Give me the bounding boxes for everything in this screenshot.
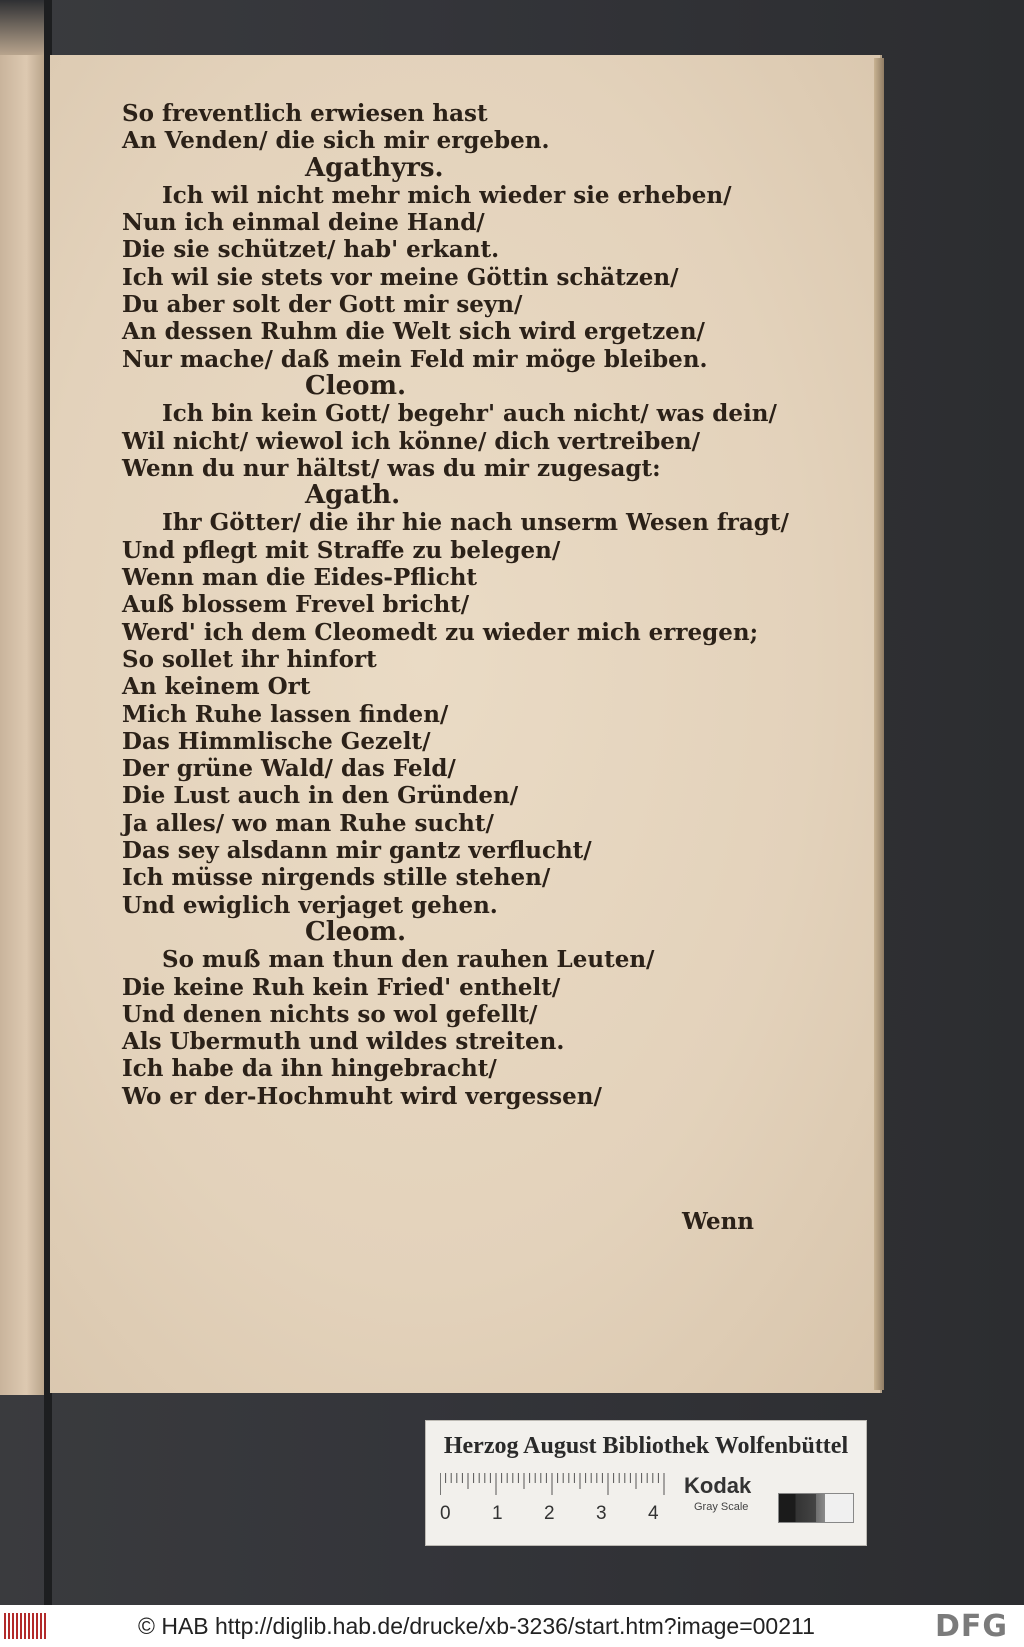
verse-line: An keinem Ort: [122, 673, 311, 701]
ruler-number: 0: [440, 1503, 451, 1524]
speaker-name: Cleom.: [305, 916, 407, 947]
verse-line: Die Lust auch in den Gründen/: [122, 782, 519, 810]
verse-line: An Venden/ die sich mir ergeben.: [122, 127, 550, 155]
verse-line: Ja alles/ wo man Ruhe sucht/: [122, 809, 494, 837]
verse-line: So freventlich erwiesen hast: [122, 100, 488, 127]
ruler-number: 4: [648, 1503, 659, 1524]
ruler-numbers: [440, 1503, 680, 1527]
gray-scale-label: Gray Scale: [694, 1501, 749, 1513]
page-text: [122, 100, 789, 1110]
verse-line: Der grüne Wald/ das Feld/: [122, 755, 456, 783]
ruler-ticks: [440, 1473, 672, 1495]
verse-line: Ich müsse nirgends stille stehen/: [122, 864, 551, 892]
ruler-number: 3: [596, 1503, 607, 1524]
ruler-number: 2: [544, 1503, 555, 1524]
verse-line: An dessen Ruhm die Welt sich wird ergetzen/: [122, 318, 705, 346]
speaker-name: Cleom.: [305, 370, 407, 401]
verse-line: So muß man thun den rauhen Leuten/: [162, 946, 655, 974]
ruler-number: 1: [492, 1503, 503, 1524]
verse-line: Wo er der-Hochmuht wird vergessen/: [122, 1082, 602, 1110]
page-edge-right: [874, 58, 884, 1390]
left-page-edge: [0, 55, 46, 1395]
verse-line: Und denen nichts so wol gefellt/: [122, 1000, 538, 1028]
kodak-logo: Kodak: [684, 1473, 752, 1498]
catchword: Wenn: [682, 1208, 755, 1235]
verse-line: Nur mache/ daß mein Feld mir möge bleiben.: [122, 345, 708, 373]
footer-link[interactable]: © HAB http://diglib.hab.de/drucke/xb-3236/start.htm?image=00211: [138, 1613, 815, 1639]
verse-line: Das Himmlische Gezelt/: [122, 727, 431, 755]
verse-line: Wil nicht/ wiewol ich könne/ dich vertreiben/: [122, 427, 701, 455]
verse-line: Ich wil sie stets vor meine Göttin schätzen/: [122, 263, 679, 291]
verse-line: Ich wil nicht mehr mich wieder sie erheben/: [162, 181, 732, 209]
verse-line: Auß blossem Frevel bricht/: [122, 591, 470, 619]
verse-line: Werd' ich dem Cleomedt zu wieder mich erregen;: [122, 618, 759, 646]
verse-line: Die sie schützet/ hab' erkant.: [122, 236, 500, 264]
verse-line: Als Ubermuth und wildes streiten.: [122, 1028, 565, 1056]
verse-line: Ihr Götter/ die ihr hie nach unserm Wesen fragt/: [162, 509, 789, 537]
speaker-name: Agathyrs.: [305, 152, 444, 183]
verse-line: Ich bin kein Gott/ begehr' auch nicht/ was dein/: [162, 400, 777, 428]
verse-line: Das sey alsdann mir gantz verflucht/: [122, 837, 592, 865]
card-title: Herzog August Bibliothek Wolfenbüttel: [443, 1433, 849, 1459]
verse-line: Die keine Ruh kein Fried' enthelt/: [122, 973, 561, 1001]
verse-line: Du aber solt der Gott mir seyn/: [122, 291, 523, 319]
verse-line: Mich Ruhe lassen finden/: [122, 700, 449, 728]
verse-line: Ich habe da ihn hingebracht/: [122, 1055, 497, 1083]
speaker-name: Agath.: [305, 480, 401, 511]
verse-line: So sollet ihr hinfort: [122, 645, 377, 673]
verse-line: Wenn du nur hältst/ was du mir zugesagt:: [122, 454, 661, 482]
hab-logo-icon: [4, 1613, 48, 1639]
dfg-logo: DFG: [935, 1609, 1009, 1644]
verse-line: Und ewiglich verjaget gehen.: [122, 891, 498, 919]
color-calibration-card: [425, 1420, 867, 1546]
footer-bar: [0, 1605, 1024, 1647]
verse-line: Und pflegt mit Straffe zu belegen/: [122, 536, 561, 564]
gray-scale-patches: [778, 1493, 854, 1523]
verse-line: Wenn man die Eides-Pflicht: [122, 564, 478, 592]
verse-line: Nun ich einmal deine Hand/: [122, 209, 485, 237]
